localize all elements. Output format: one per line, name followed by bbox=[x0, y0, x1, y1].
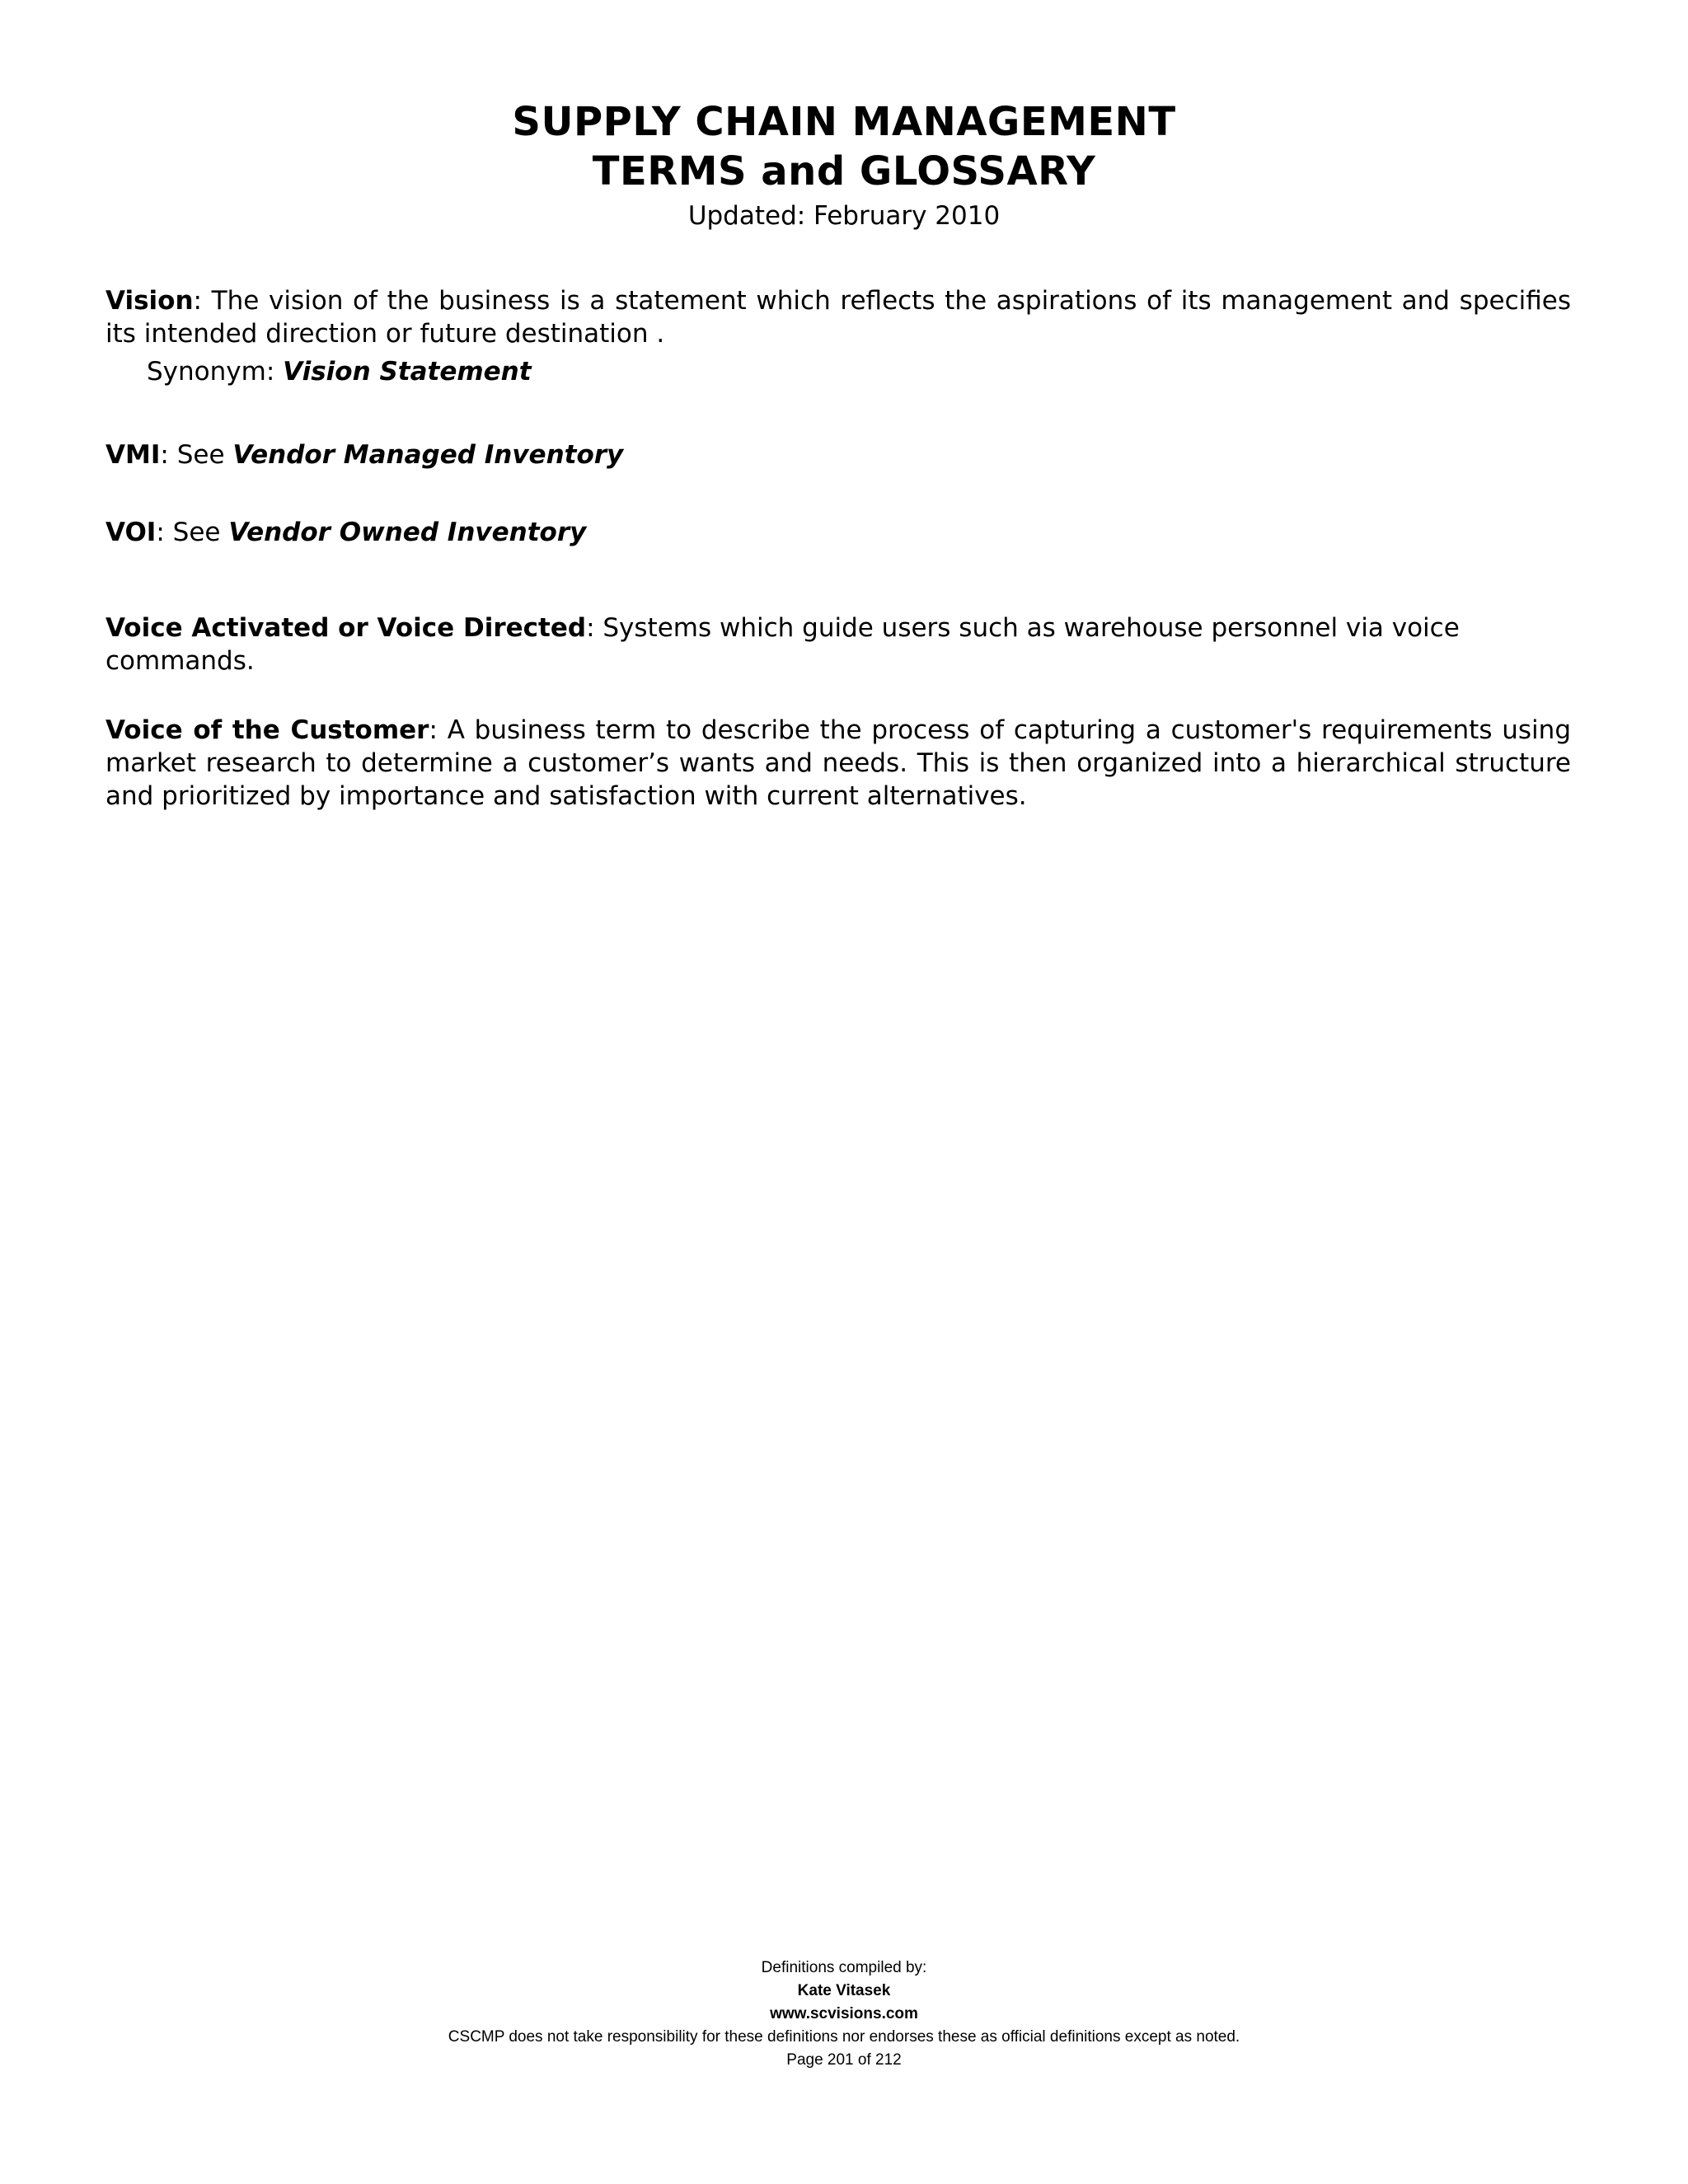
updated-date: Updated: February 2010 bbox=[687, 201, 1001, 231]
term-separator: : bbox=[160, 440, 177, 470]
document-title-line-1: SUPPLY CHAIN MANAGEMENT bbox=[512, 99, 1176, 145]
term: Vision bbox=[106, 286, 194, 316]
synonym-line bbox=[147, 355, 1571, 388]
term-separator: : bbox=[429, 715, 448, 745]
definition: The vision of the business is a statement which reflects the aspirations of its management and specifies its intended direction or future destination . bbox=[106, 286, 1571, 349]
term: Voice of the Customer bbox=[106, 715, 429, 745]
website-link[interactable]: www.scvisions.com bbox=[770, 2005, 918, 2022]
synonym-term: Vision Statement bbox=[283, 357, 532, 387]
see-label: See bbox=[172, 518, 229, 547]
compiled-by-label: Definitions compiled by: bbox=[761, 1959, 927, 1976]
see-reference: Vendor Managed Inventory bbox=[232, 440, 624, 470]
glossary-entry-voice-of-the-customer bbox=[106, 714, 1571, 813]
term-separator: : bbox=[586, 613, 603, 643]
glossary-entry-voi bbox=[106, 516, 1571, 549]
glossary-entry-voice-activated bbox=[106, 612, 1571, 677]
glossary-entry-vision bbox=[106, 284, 1571, 388]
page-header bbox=[0, 97, 1688, 232]
term: VMI bbox=[106, 440, 161, 470]
document-title-line-2: TERMS and GLOSSARY bbox=[592, 148, 1096, 194]
author-name: Kate Vitasek bbox=[797, 1982, 891, 1999]
glossary-entry-vmi bbox=[106, 438, 1571, 471]
term: Voice Activated or Voice Directed bbox=[106, 613, 587, 643]
see-reference: Vendor Owned Inventory bbox=[228, 518, 587, 547]
term-separator: : bbox=[193, 286, 212, 316]
synonym-label: Synonym: bbox=[147, 357, 284, 387]
see-label: See bbox=[176, 440, 233, 470]
term: VOI bbox=[106, 518, 157, 547]
page-footer bbox=[0, 1957, 1688, 2072]
definition: Systems which guide users such as warehouse personnel via voice commands. bbox=[106, 613, 1460, 676]
term-separator: : bbox=[156, 518, 173, 547]
page-number: Page 201 of 212 bbox=[786, 2051, 902, 2069]
definition: A business term to describe the process of capturing a customer's requirements using market research to determine a customer’s wants and needs. This is then organized into a hierarchical structure and prioritized by importance and satisfaction with current alternatives. bbox=[106, 715, 1571, 811]
disclaimer: CSCMP does not take responsibility for these definitions nor endorses these as official definitions except as noted. bbox=[448, 2028, 1240, 2046]
